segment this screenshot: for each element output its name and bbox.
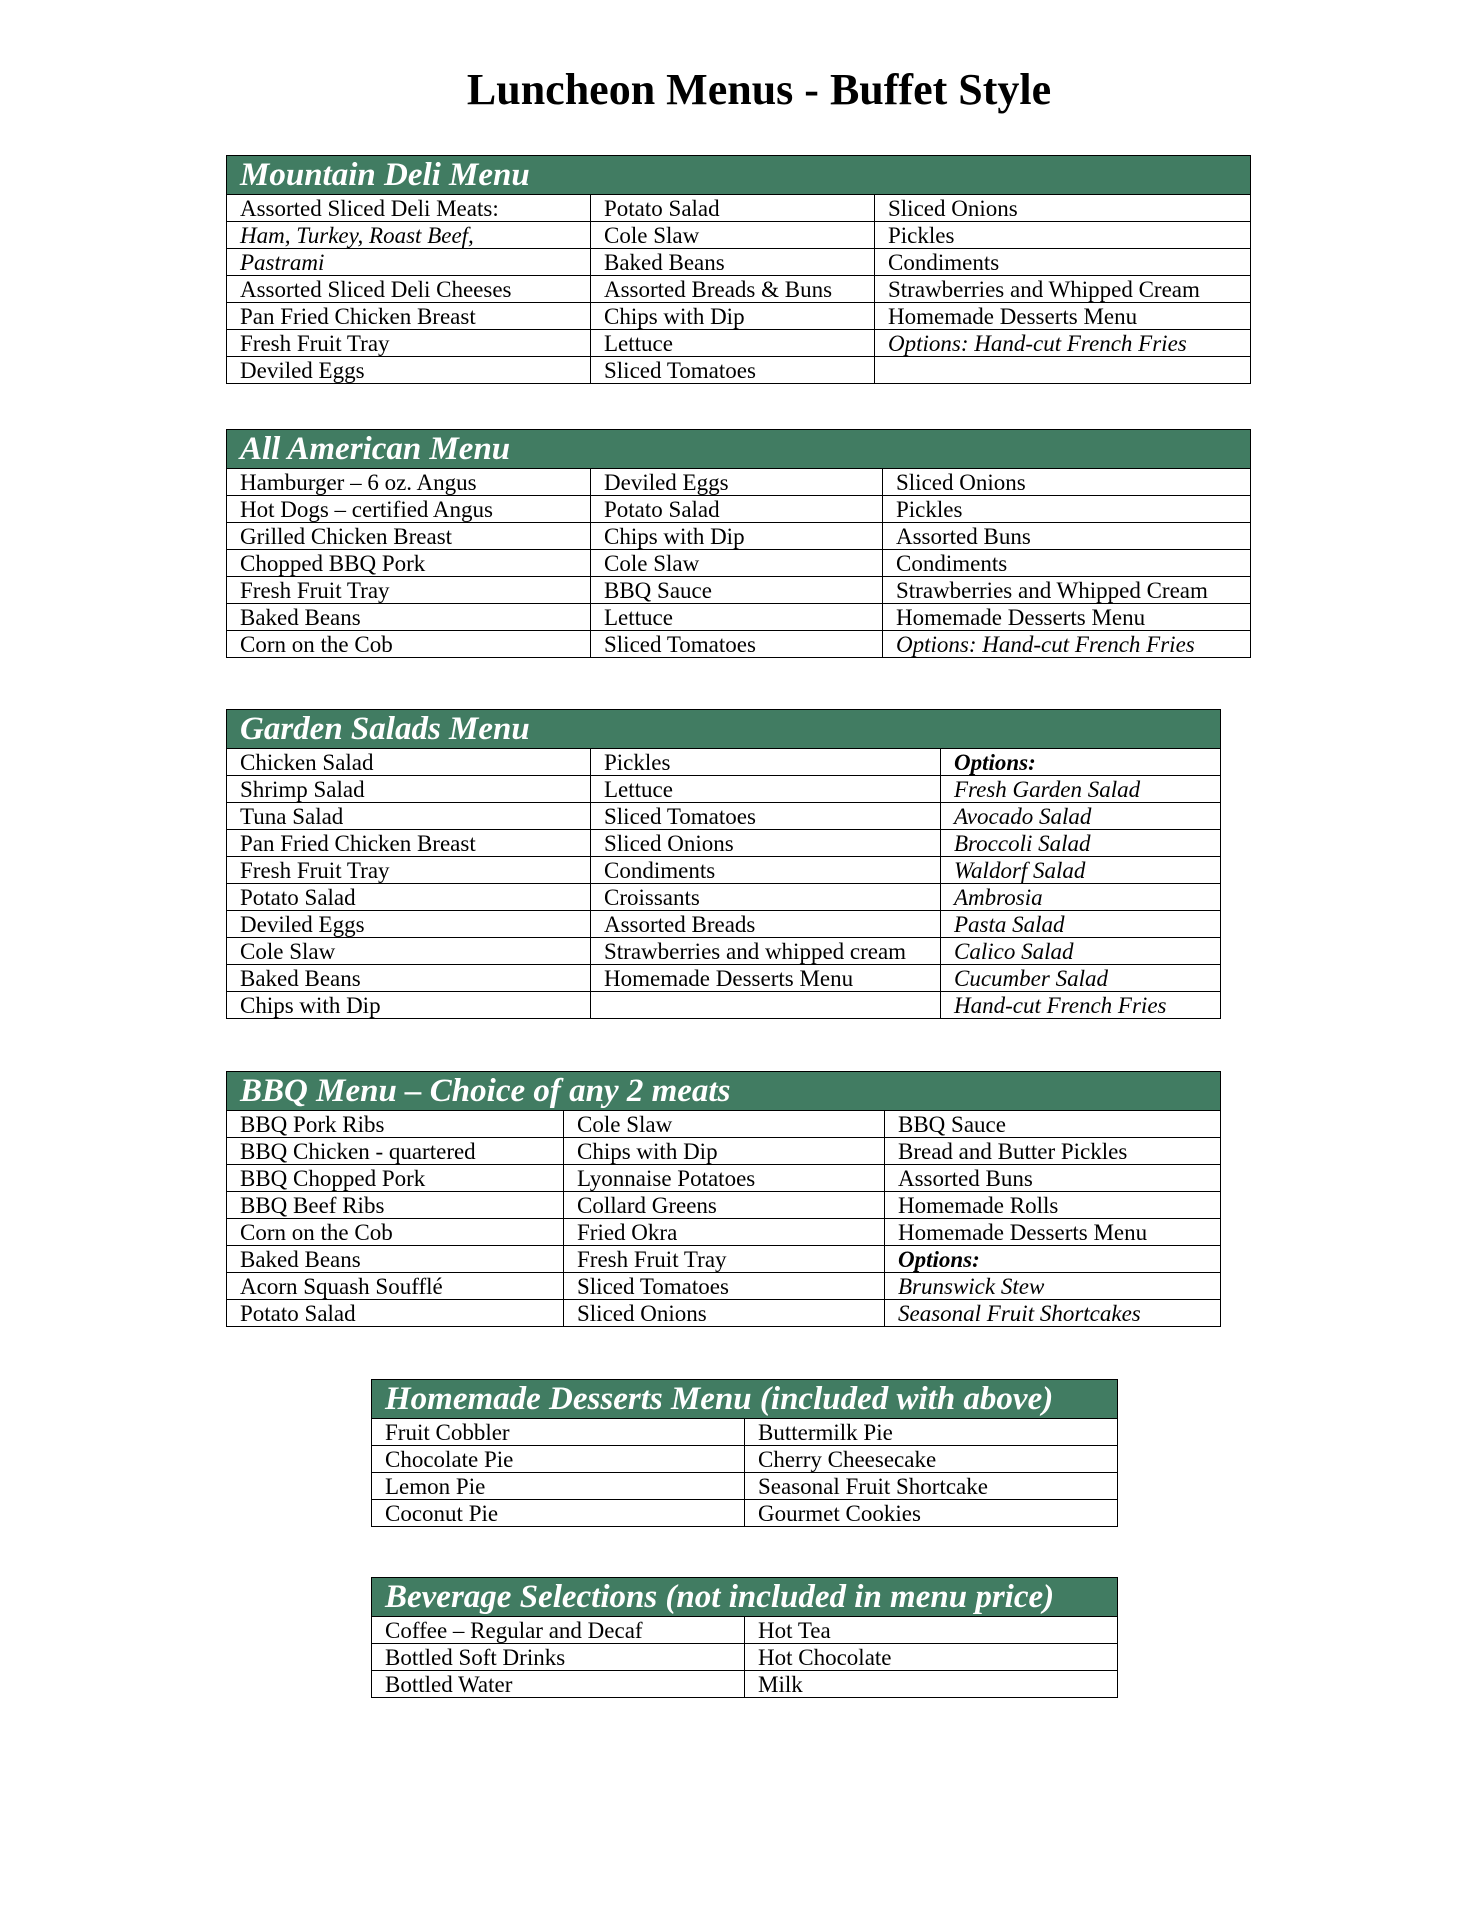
- menu-item: Deviled Eggs: [591, 469, 883, 496]
- menu-row: [227, 884, 1221, 911]
- menu-row: [227, 631, 1251, 658]
- menu-row: [372, 1473, 1118, 1500]
- menu-item: Sliced Onions: [883, 469, 1251, 496]
- menu-item: Corn on the Cob: [227, 631, 591, 658]
- menu-item: Sliced Tomatoes: [591, 803, 941, 830]
- menu-row: [227, 222, 1251, 249]
- menu-item: Pickles: [591, 749, 941, 776]
- menu-item: Condiments: [883, 550, 1251, 577]
- menu-item: Gourmet Cookies: [745, 1500, 1118, 1527]
- menu-item: Bread and Butter Pickles: [885, 1138, 1221, 1165]
- menu-item: Strawberries and Whipped Cream: [875, 276, 1251, 303]
- menu-item: Fresh Fruit Tray: [564, 1246, 885, 1273]
- menu-row: [227, 1219, 1221, 1246]
- menu-item: Chips with Dip: [564, 1138, 885, 1165]
- menu-item: Options: Hand-cut French Fries: [875, 330, 1251, 357]
- menu-item: Chips with Dip: [591, 523, 883, 550]
- menu-item: Avocado Salad: [941, 803, 1221, 830]
- menu-item: Lettuce: [591, 776, 941, 803]
- menu-item: Hot Dogs – certified Angus: [227, 496, 591, 523]
- menu-item: Croissants: [591, 884, 941, 911]
- menu-item: Cherry Cheesecake: [745, 1446, 1118, 1473]
- menu-item: Deviled Eggs: [227, 357, 591, 384]
- menu-item: Ambrosia: [941, 884, 1221, 911]
- menu-item: Cucumber Salad: [941, 965, 1221, 992]
- menu-item: Fresh Fruit Tray: [227, 330, 591, 357]
- menu-row: [227, 523, 1251, 550]
- menu-row: [227, 1300, 1221, 1327]
- menu-item: Hamburger – 6 oz. Angus: [227, 469, 591, 496]
- menu-row: [372, 1671, 1118, 1698]
- menu-item: Cole Slaw: [227, 938, 591, 965]
- menu-item: Options: Hand-cut French Fries: [883, 631, 1251, 658]
- menu-item: Calico Salad: [941, 938, 1221, 965]
- menu-item: Potato Salad: [227, 884, 591, 911]
- menu-row: [227, 1192, 1221, 1219]
- menu-item: Homemade Desserts Menu: [875, 303, 1251, 330]
- menu-item: Potato Salad: [227, 1300, 564, 1327]
- menu-item: Grilled Chicken Breast: [227, 523, 591, 550]
- menu-item: Fruit Cobbler: [372, 1419, 745, 1446]
- menu-row: [227, 965, 1221, 992]
- menu-item: Milk: [745, 1671, 1118, 1698]
- menu-item: Brunswick Stew: [885, 1273, 1221, 1300]
- menu-item: Pickles: [875, 222, 1251, 249]
- menu-item: Baked Beans: [227, 1246, 564, 1273]
- menu-item: Lettuce: [591, 604, 883, 631]
- menu-item: Hot Chocolate: [745, 1644, 1118, 1671]
- page-title: Luncheon Menus - Buffet Style: [466, 65, 1052, 114]
- menu-row: [227, 249, 1251, 276]
- menu-row: [227, 911, 1221, 938]
- menu-item: Homemade Rolls: [885, 1192, 1221, 1219]
- menu-item: Lettuce: [591, 330, 875, 357]
- menu-row: [227, 857, 1221, 884]
- menu-item: Homemade Desserts Menu: [885, 1219, 1221, 1246]
- menu-item: Assorted Buns: [883, 523, 1251, 550]
- menu-row: [227, 803, 1221, 830]
- menu-item: Fresh Fruit Tray: [227, 577, 591, 604]
- menu-item: BBQ Sauce: [885, 1111, 1221, 1138]
- menu-row: [372, 1500, 1118, 1527]
- menu-item: Assorted Breads: [591, 911, 941, 938]
- menu-item: BBQ Chicken - quartered: [227, 1138, 564, 1165]
- menu-title: Garden Salads Menu: [227, 710, 1221, 749]
- menu-row: [227, 992, 1221, 1019]
- menu-item: Sliced Tomatoes: [591, 357, 875, 384]
- menu-item: Waldorf Salad: [941, 857, 1221, 884]
- menu-item: Chips with Dip: [227, 992, 591, 1019]
- menu-item: Condiments: [591, 857, 941, 884]
- menu-row: [227, 749, 1221, 776]
- menu-row: [372, 1446, 1118, 1473]
- menu-item: Sliced Tomatoes: [591, 631, 883, 658]
- menu-item: Corn on the Cob: [227, 1219, 564, 1246]
- menu-item: Hot Tea: [745, 1617, 1118, 1644]
- menu-row: [227, 1138, 1221, 1165]
- menu-title: Mountain Deli Menu: [227, 156, 1251, 195]
- menu-item: Sliced Onions: [564, 1300, 885, 1327]
- menu-item: Chocolate Pie: [372, 1446, 745, 1473]
- menu-item: Fresh Garden Salad: [941, 776, 1221, 803]
- menu-item: Homemade Desserts Menu: [591, 965, 941, 992]
- menu-row: [227, 195, 1251, 222]
- menu-item: Pastrami: [227, 249, 591, 276]
- menu-row: [227, 776, 1221, 803]
- menu-item: Fresh Fruit Tray: [227, 857, 591, 884]
- menu-item: Tuna Salad: [227, 803, 591, 830]
- menu-row: [227, 357, 1251, 384]
- menu-item: Coconut Pie: [372, 1500, 745, 1527]
- menu-row: [227, 1246, 1221, 1273]
- menu-item: Bottled Water: [372, 1671, 745, 1698]
- menu-item: Pasta Salad: [941, 911, 1221, 938]
- menu-item: Chopped BBQ Pork: [227, 550, 591, 577]
- menu-item: Collard Greens: [564, 1192, 885, 1219]
- menu-item: Assorted Buns: [885, 1165, 1221, 1192]
- menu-item: BBQ Chopped Pork: [227, 1165, 564, 1192]
- menu-item: Deviled Eggs: [227, 911, 591, 938]
- menu-item: Potato Salad: [591, 496, 883, 523]
- menu-row: [372, 1419, 1118, 1446]
- menu-item: Ham, Turkey, Roast Beef,: [227, 222, 591, 249]
- menu-item: Potato Salad: [591, 195, 875, 222]
- menu-item: Chicken Salad: [227, 749, 591, 776]
- desserts-menu-table: [371, 1379, 1118, 1527]
- menu-item: Homemade Desserts Menu: [883, 604, 1251, 631]
- menu-item: Condiments: [875, 249, 1251, 276]
- menu-item: Cole Slaw: [591, 550, 883, 577]
- menu-item: Sliced Tomatoes: [564, 1273, 885, 1300]
- menu-row: [227, 303, 1251, 330]
- garden-salads-menu-table: [226, 709, 1221, 1019]
- menu-row: [227, 276, 1251, 303]
- menu-row: [227, 830, 1221, 857]
- menu-item: Broccoli Salad: [941, 830, 1221, 857]
- menu-item: Strawberries and whipped cream: [591, 938, 941, 965]
- menu-item: Cole Slaw: [591, 222, 875, 249]
- menu-item: Assorted Breads & Buns: [591, 276, 875, 303]
- menu-item: Pickles: [883, 496, 1251, 523]
- menu-item: Buttermilk Pie: [745, 1419, 1118, 1446]
- menu-item: Fried Okra: [564, 1219, 885, 1246]
- menu-row: [227, 1165, 1221, 1192]
- menu-item: Sliced Onions: [591, 830, 941, 857]
- menu-item: Assorted Sliced Deli Meats:: [227, 195, 591, 222]
- menu-item: Seasonal Fruit Shortcake: [745, 1473, 1118, 1500]
- menu-row: [227, 330, 1251, 357]
- menu-title: All American Menu: [227, 430, 1251, 469]
- menu-item: Baked Beans: [591, 249, 875, 276]
- beverage-selections-table: [371, 1577, 1118, 1698]
- menu-item: BBQ Beef Ribs: [227, 1192, 564, 1219]
- menu-item: Sliced Onions: [875, 195, 1251, 222]
- menu-item: Lemon Pie: [372, 1473, 745, 1500]
- menu-item: Cole Slaw: [564, 1111, 885, 1138]
- menu-row: [227, 496, 1251, 523]
- menu-row: [372, 1617, 1118, 1644]
- menu-item: Lyonnaise Potatoes: [564, 1165, 885, 1192]
- menu-item: [591, 992, 941, 1019]
- menu-row: [227, 604, 1251, 631]
- menu-item: Bottled Soft Drinks: [372, 1644, 745, 1671]
- menu-item: BBQ Sauce: [591, 577, 883, 604]
- menu-row: [227, 1273, 1221, 1300]
- menu-title: Homemade Desserts Menu (included with above): [372, 1380, 1118, 1419]
- menu-title: Beverage Selections (not included in menu price): [372, 1578, 1118, 1617]
- menu-item: Chips with Dip: [591, 303, 875, 330]
- menu-item: Options:: [941, 749, 1221, 776]
- menu-row: [227, 550, 1251, 577]
- mountain-deli-menu-table: [226, 155, 1251, 384]
- menu-row: [372, 1644, 1118, 1671]
- menu-item: Baked Beans: [227, 965, 591, 992]
- menu-title: BBQ Menu – Choice of any 2 meats: [227, 1072, 1221, 1111]
- menu-item: Seasonal Fruit Shortcakes: [885, 1300, 1221, 1327]
- menu-row: [227, 577, 1251, 604]
- menu-item: Baked Beans: [227, 604, 591, 631]
- menu-item: BBQ Pork Ribs: [227, 1111, 564, 1138]
- menu-item: [875, 357, 1251, 384]
- menu-item: Coffee – Regular and Decaf: [372, 1617, 745, 1644]
- menu-item: Pan Fried Chicken Breast: [227, 830, 591, 857]
- menu-item: Assorted Sliced Deli Cheeses: [227, 276, 591, 303]
- menu-item: Strawberries and Whipped Cream: [883, 577, 1251, 604]
- menu-row: [227, 1111, 1221, 1138]
- menu-row: [227, 469, 1251, 496]
- menu-item: Acorn Squash Soufflé: [227, 1273, 564, 1300]
- all-american-menu-table: [226, 429, 1251, 658]
- menu-item: Hand-cut French Fries: [941, 992, 1221, 1019]
- menu-item: Pan Fried Chicken Breast: [227, 303, 591, 330]
- bbq-menu-table: [226, 1071, 1221, 1327]
- menu-item: Shrimp Salad: [227, 776, 591, 803]
- menu-item: Options:: [885, 1246, 1221, 1273]
- menu-row: [227, 938, 1221, 965]
